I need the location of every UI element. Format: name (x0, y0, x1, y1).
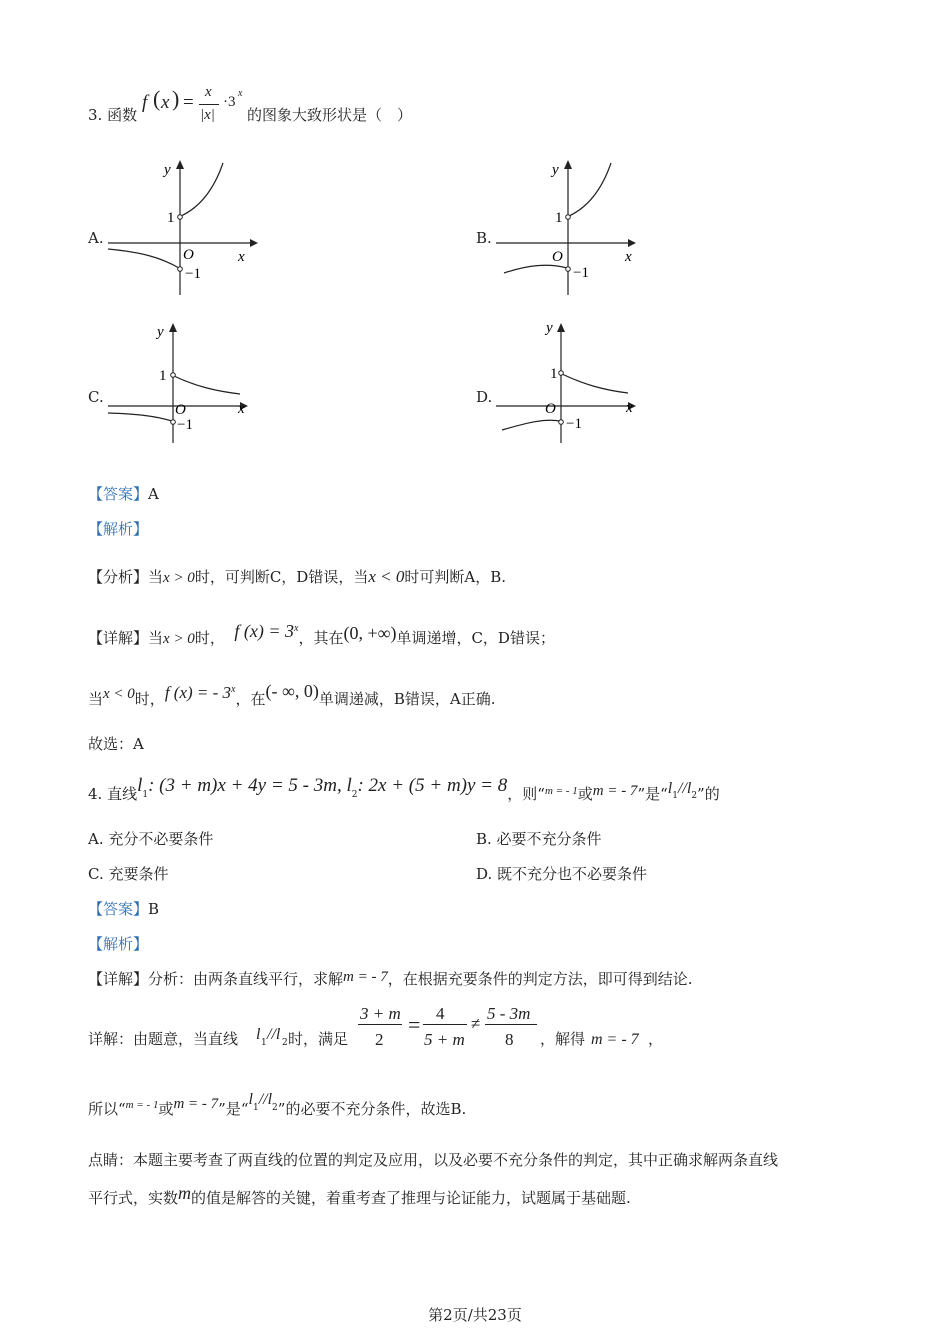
tick-neg1: −1 (185, 266, 201, 282)
fenxi-tag: 【分析】 (88, 568, 149, 586)
frac1-den: 2 (375, 1030, 384, 1049)
q3-option-b-label: B. (476, 229, 492, 247)
y-label: y (157, 324, 164, 340)
open-point-neg1 (178, 267, 183, 272)
q3-graph-b (488, 155, 648, 300)
curve-left (108, 413, 172, 421)
q3-formula: f ( x ) = x |x| ·3 x (142, 84, 243, 123)
curve-right (174, 376, 240, 394)
q3-option-c-label: C. (88, 388, 104, 406)
origin-label: O (552, 249, 563, 265)
answer-value: A (148, 485, 159, 503)
q4-analysis-tag: 【解析】 (88, 935, 149, 953)
curve-right (569, 163, 611, 216)
open-point-1 (559, 371, 564, 376)
open-point-1 (178, 215, 183, 220)
x-label: x (626, 400, 633, 416)
curve-left (502, 420, 560, 430)
open-point-neg1 (559, 420, 564, 425)
y-label: y (546, 320, 553, 336)
x-label: x (625, 249, 632, 265)
origin-label: O (183, 247, 194, 263)
q3-fenxi: 【分析】当x > 0时，可判断C，D错误，当x < 0时可判断A，B. (88, 567, 506, 586)
q3-graph-c (100, 318, 260, 448)
q3-fraction-bar (199, 104, 219, 105)
q4-option-c: C. 充要条件 (88, 865, 169, 883)
open-point-neg1 (171, 420, 176, 425)
origin-label: O (545, 401, 556, 417)
q3-choose: 故选：A (88, 735, 144, 753)
q3-formula-base: ·3 (223, 94, 236, 110)
curve-right (181, 163, 223, 216)
tick-1: 1 (167, 210, 175, 226)
page-footer: 第2页/共23页 (428, 1306, 522, 1324)
q3-graph-d (488, 318, 648, 448)
q3-formula-num: x (205, 84, 212, 100)
frac2-bar (423, 1024, 467, 1025)
curve-left (504, 265, 567, 273)
answer-tag: 【答案】 (88, 900, 149, 918)
tick-1: 1 (550, 366, 558, 382)
q4-option-b: B. 必要不充分条件 (476, 830, 602, 848)
q4-option-d: D. 既不充分也不必要条件 (476, 865, 648, 883)
q4-note-line2: 平行式，实数m的值是解答的关键，着重考查了推理与论证能力，试题属于基础题. (88, 1183, 631, 1207)
tick-neg1: −1 (566, 416, 582, 432)
x-axis-arrow (628, 239, 636, 247)
curve-right (562, 374, 628, 393)
frac3-den: 8 (505, 1030, 514, 1049)
q3-formula-x: x (161, 92, 170, 113)
tick-neg1: −1 (573, 265, 589, 281)
open-point-neg1 (566, 267, 571, 272)
q4-detail-line1: 【详解】分析：由两条直线平行，求解m = - 7，在根据充要条件的判定方法，即可得到结论. (88, 969, 693, 988)
q4-detail-line3: 所以“$^{m = - 1}$或m = - 7”是“$l_1//l_2$”的必要不充分条件，故选B. (88, 1091, 467, 1118)
q3-detail-line1: 【详解】当x > 0时， f $(x) = 3^x$，其在(0, +∞)单调递增，C，D错误； (88, 621, 555, 647)
x-label: x (238, 249, 245, 265)
q4-option-a: A. 充分不必要条件 (88, 830, 214, 848)
frac2-num: 4 (436, 1004, 445, 1023)
curve-left (108, 249, 179, 268)
q4-stem: 4. 直线$l_1$: (3 + m)x + 4y = 5 - 3m, $l_2$: 2x + (5 + m)y = 8，则“$^{m = - 1}$或m = - 7”是“$l_1//l_2$”的 (88, 775, 720, 803)
tick-1: 1 (159, 368, 167, 384)
answer-value: B (148, 900, 160, 918)
q3-graph-a (100, 155, 260, 300)
y-axis-arrow (176, 160, 184, 169)
y-label: y (552, 162, 559, 178)
q3-option-d-label: D. (476, 388, 493, 406)
y-axis-arrow (169, 323, 177, 332)
q3-formula-den: |x| (200, 107, 215, 123)
q4-answer (88, 902, 159, 917)
q3-formula-exp: x (238, 88, 243, 99)
q3-stem (88, 108, 137, 123)
frac3-num: 5 - 3m (487, 1004, 531, 1023)
origin-label: O (175, 402, 186, 418)
tick-1: 1 (555, 210, 563, 226)
frac1-num: 3 + m (360, 1004, 401, 1023)
detail-tag: 【详解】 (88, 629, 149, 647)
frac2-den: 5 + m (424, 1030, 465, 1049)
q3-formula-f: f (142, 92, 148, 113)
q4-note-line1: 点睛：本题主要考查了两直线的位置的判定及应用，以及必要不充分条件的判定，其中正确求解两条直线 (88, 1151, 779, 1169)
y-axis-arrow (564, 160, 572, 169)
detail-tag: 【详解】 (88, 970, 149, 988)
q3-option-a-label: A. (88, 229, 104, 247)
open-point-1 (171, 373, 176, 378)
q3-answer (88, 487, 159, 502)
x-label: x (238, 401, 245, 417)
tick-neg1: −1 (177, 417, 193, 433)
q3-analysis-tag: 【解析】 (88, 520, 149, 538)
answer-tag: 【答案】 (88, 485, 149, 503)
x-axis-arrow (250, 239, 258, 247)
y-axis-arrow (557, 323, 565, 332)
frac3-bar (485, 1024, 537, 1025)
q3-stem-suffix: 的图象大致形状是（ ） (247, 106, 413, 124)
q3-detail-line2: 当x < 0时，f (x) = - 3$^x$，在(- ∞, 0)单调递减，B错误，A正确. (88, 681, 496, 708)
open-point-1 (566, 215, 571, 220)
y-label: y (164, 162, 171, 178)
q3-number: 3. 函数 (88, 106, 138, 124)
frac1-bar (358, 1024, 402, 1025)
q4-number: 4. 直线 (88, 785, 138, 803)
